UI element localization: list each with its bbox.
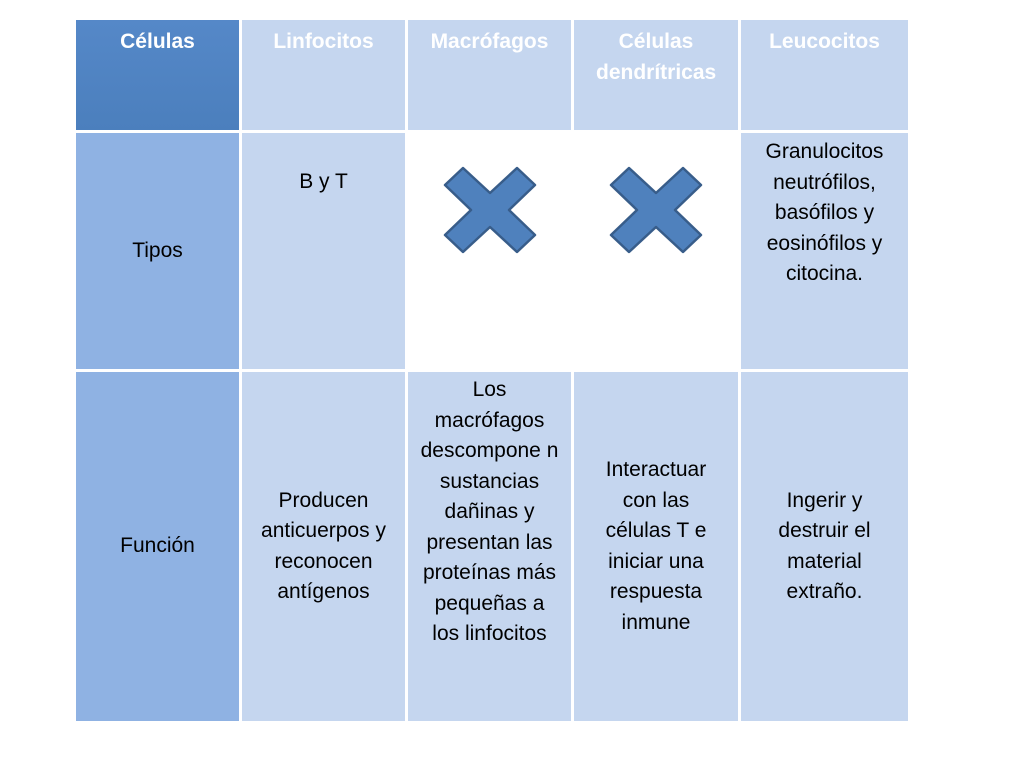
header-cell-macrofagos <box>408 20 574 133</box>
table-cell-tipos-linfocitos <box>242 133 408 372</box>
header-cell-leucocitos <box>741 20 908 133</box>
table-cell-funcion-dendriticas <box>574 372 741 721</box>
header-label: Células dendrítricas <box>596 30 717 84</box>
cell-text: Granulocitos neutrófilos, basófilos y eosinófilos y citocina. <box>765 140 884 285</box>
table-cell-funcion-linfocitos <box>242 372 408 721</box>
row-header-funcion <box>76 372 242 721</box>
cell-text: Producen anticuerpos y reconocen antígenos <box>261 488 386 603</box>
row-label: Tipos <box>132 238 183 262</box>
table-cell-funcion-leucocitos <box>741 372 908 721</box>
cell-text: Interactuar con las células T e iniciar una respuesta inmune <box>605 458 707 634</box>
header-label: Macrófagos <box>430 30 549 53</box>
header-cell-dendriticas <box>574 20 741 133</box>
table-cell-tipos-dendriticas <box>574 133 741 372</box>
cell-text: Ingerir y destruir el material extraño. <box>778 488 871 603</box>
header-corner-cell <box>76 20 242 133</box>
x-mark-icon <box>609 166 703 254</box>
table-cell-tipos-macrofagos <box>408 133 574 372</box>
x-mark-icon <box>443 166 537 254</box>
header-label: Leucocitos <box>769 30 880 53</box>
table-cell-tipos-leucocitos <box>741 133 908 372</box>
comparison-table <box>76 20 908 721</box>
cell-text: Los macrófagos descompone n sustancias dañinas y presentan las proteínas más pequeñas a los linfocitos <box>420 378 571 645</box>
header-cell-linfocitos <box>242 20 408 133</box>
cell-text: B y T <box>299 170 348 193</box>
header-corner-label: Células <box>120 30 195 53</box>
header-label: Linfocitos <box>273 30 374 53</box>
row-header-tipos <box>76 133 242 372</box>
table-cell-funcion-macrofagos <box>408 372 574 721</box>
row-label: Función <box>120 534 195 558</box>
